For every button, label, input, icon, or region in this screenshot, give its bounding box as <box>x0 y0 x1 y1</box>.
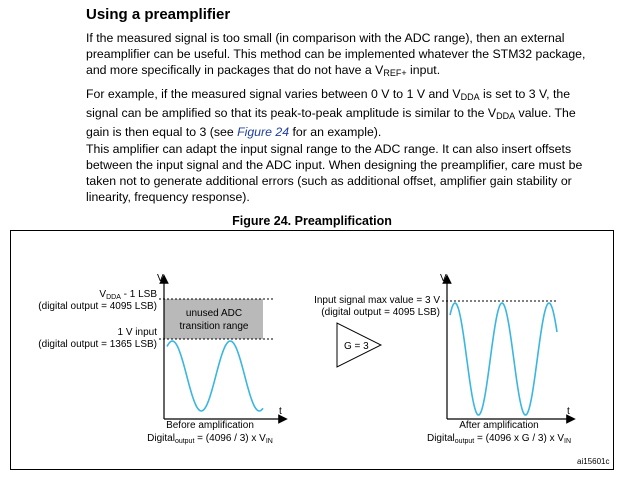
paragraph-line: between the input signal and the ADC input. When designing the preamplifier, care must be <box>86 158 583 172</box>
vdda-digital-output: (digital output = 4095 LSB) <box>38 301 157 312</box>
after-caption: After amplification <box>459 420 539 431</box>
preamplification-diagram <box>11 231 615 471</box>
right-v-axis-label: V <box>440 273 447 284</box>
input-label: 1 V input <box>117 327 157 338</box>
figure-link[interactable]: Figure 24 <box>237 125 290 139</box>
before-amplification-graph <box>38 273 283 445</box>
paragraph-example <box>86 86 616 140</box>
before-formula: Digital$_{output}$ = (4096 / 3) x $V_{IN}$ <box>147 433 273 445</box>
section-heading: Using a preamplifier <box>86 6 231 23</box>
gain-label: G = 3 <box>344 341 369 352</box>
vdda-label: $V_{DDA} - 1$ LSB <box>99 289 157 301</box>
before-caption: Before amplification <box>166 420 254 431</box>
right-t-axis-label: t <box>567 406 570 417</box>
unused-range-label: unused ADC <box>185 308 243 319</box>
unused-range-label: transition range <box>179 321 249 332</box>
after-formula: Digital$_{output}$ = (4096 x G / 3) x $V_{IN}$ <box>426 433 572 445</box>
paragraph-line: If the measured signal is too small (in comparison with the ADC range), then an external <box>86 31 565 45</box>
paragraph-intro <box>86 30 616 81</box>
paragraph-line: taken not to generate additional errors (such as additional offset, amplifier gain stability or <box>86 174 572 188</box>
amplifier-symbol <box>337 323 381 367</box>
unused-range-rect <box>164 299 263 339</box>
right-signal-wave <box>450 303 557 415</box>
paragraph-line: This amplifier can adapt the input signal range to the ADC range. It can also insert offsets <box>86 142 572 156</box>
paragraph-line: signal can be amplified so that its peak-to-peak amplitude is similar to the $V_{DDA}$ value. The <box>86 106 576 121</box>
figure-reference: ai15601c <box>577 457 610 466</box>
paragraph-amplifier <box>86 141 616 205</box>
left-signal-wave <box>167 341 263 411</box>
paragraph-line: For example, if the measured signal varies between 0 V to 1 V and $V_{DDA}$ is set to 3 V, the <box>86 87 571 102</box>
paragraph-line: and more specifically in packages that do not have a $V_{REF+}$ input. <box>86 63 441 78</box>
paragraph-line: linearity, frequency response). <box>86 190 250 204</box>
paragraph-line: gain is then equal to 3 (see Figure 24 for an example). <box>86 125 382 139</box>
left-v-axis-label: V <box>157 273 164 284</box>
paragraph-line: preamplifier can be useful. This method can be implemented whatever the STM32 package, <box>86 47 586 61</box>
input-digital-output: (digital output = 1365 LSB) <box>38 339 157 350</box>
max-value-label: Input signal max value = 3 V <box>314 295 440 306</box>
figure-frame <box>10 230 614 470</box>
left-t-axis-label: t <box>279 406 282 417</box>
figure-title: Figure 24. Preamplification <box>232 214 392 228</box>
max-digital-output: (digital output = 4095 LSB) <box>321 307 440 318</box>
